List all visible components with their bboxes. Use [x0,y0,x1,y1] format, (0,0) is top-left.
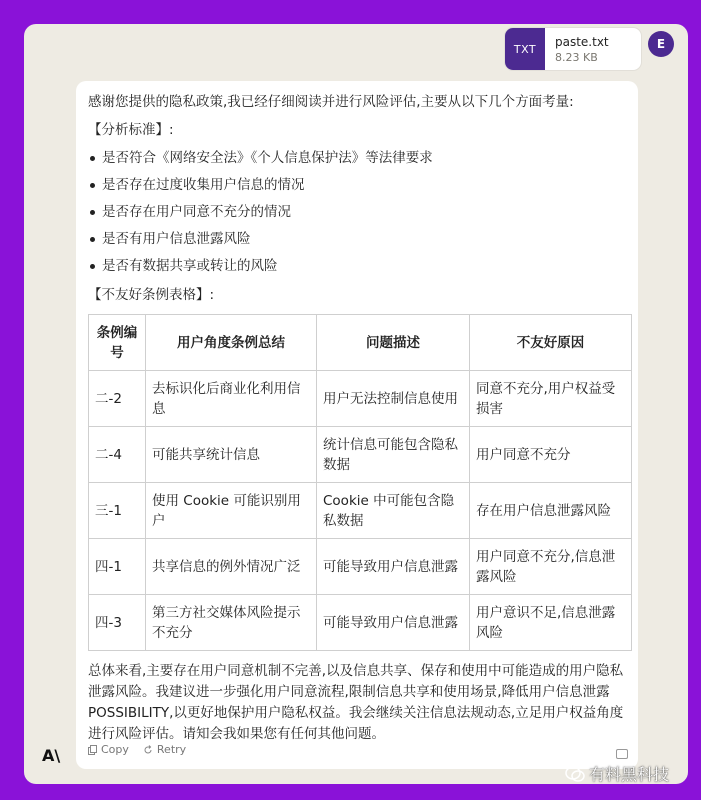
table-cell: 用户无法控制信息使用 [317,371,470,427]
table-cell: 三-1 [89,483,146,539]
attachment-size: 8.23 KB [555,50,598,64]
table-cell: 用户同意不充分,信息泄露风险 [470,539,632,595]
table-cell: 存在用户信息泄露风险 [470,483,632,539]
table-cell: Cookie 中可能包含隐私数据 [317,483,470,539]
list-item: 是否存在过度收集用户信息的情况 [88,172,628,199]
list-item: 是否有用户信息泄露风险 [88,226,628,253]
chat-window [24,24,688,784]
message-actions [88,739,186,761]
table-cell: 使用 Cookie 可能识别用户 [146,483,317,539]
table-cell: 用户意识不足,信息泄露风险 [470,595,632,651]
table-cell: 可能共享统计信息 [146,427,317,483]
file-type-badge: TXT [505,28,545,70]
table-row [89,427,632,483]
criteria-list [88,145,628,280]
assistant-logo: A\ [42,746,61,765]
column-header: 条例编号 [89,315,146,371]
copy-button[interactable] [88,739,129,761]
criteria-title: 【分析标准】: [88,122,174,138]
column-header: 不友好原因 [470,315,632,371]
list-item: 是否符合《网络安全法》《个人信息保护法》等法律要求 [88,145,628,172]
copy-label: Copy [101,743,129,756]
column-header: 用户角度条例总结 [146,315,317,371]
attachment-name: paste.txt [555,34,609,49]
table-cell: 可能导致用户信息泄露 [317,595,470,651]
table-cell: 可能导致用户信息泄露 [317,539,470,595]
user-avatar[interactable]: E [648,31,674,57]
table-cell: 第三方社交媒体风险提示不充分 [146,595,317,651]
table-cell: 二-4 [89,427,146,483]
table-row [89,483,632,539]
unfriendly-clauses-table [88,314,632,651]
table-row [89,371,632,427]
list-item: 是否有数据共享或转让的风险 [88,253,628,280]
table-cell: 共享信息的例外情况广泛 [146,539,317,595]
assistant-message [76,81,638,769]
table-cell: 去标识化后商业化利用信息 [146,371,317,427]
retry-icon [143,745,153,755]
table-cell: 统计信息可能包含隐私数据 [317,427,470,483]
attachment-card[interactable] [505,28,641,70]
feedback-icon[interactable] [616,749,628,759]
message-summary: 总体来看,主要存在用户同意机制不完善,以及信息共享、保存和使用中可能造成的用户隐私泄露风险。我建议进一步强化用户同意流程,限制信息共享和使用场景,降低用户信息泄露 POSSIBILITY,以更好地保护用户隐私权益。我会继续关注信息法规动态,立足用户权益角度进行风险评估。请知会我如果您有任何其他问题。 [88,663,624,742]
table-cell: 用户同意不充分 [470,427,632,483]
retry-button[interactable] [143,739,186,761]
attachment-meta [545,35,609,64]
list-item: 是否存在用户同意不充分的情况 [88,199,628,226]
column-header: 问题描述 [317,315,470,371]
retry-label: Retry [156,743,187,756]
table-cell: 二-2 [89,371,146,427]
watermark-text: 有料黑科技 [589,765,670,784]
table-row [89,539,632,595]
table-title: 【不友好条例表格】: [88,287,215,303]
table-header-row [89,315,632,371]
table-cell: 四-1 [89,539,146,595]
watermark [565,762,669,785]
table-row [89,595,632,651]
wechat-icon [565,766,585,782]
table-cell: 同意不充分,用户权益受损害 [470,371,632,427]
message-intro: 感谢您提供的隐私政策,我已经仔细阅读并进行风险评估,主要从以下几个方面考量: [88,94,574,110]
copy-icon [88,745,97,755]
table-cell: 四-3 [89,595,146,651]
